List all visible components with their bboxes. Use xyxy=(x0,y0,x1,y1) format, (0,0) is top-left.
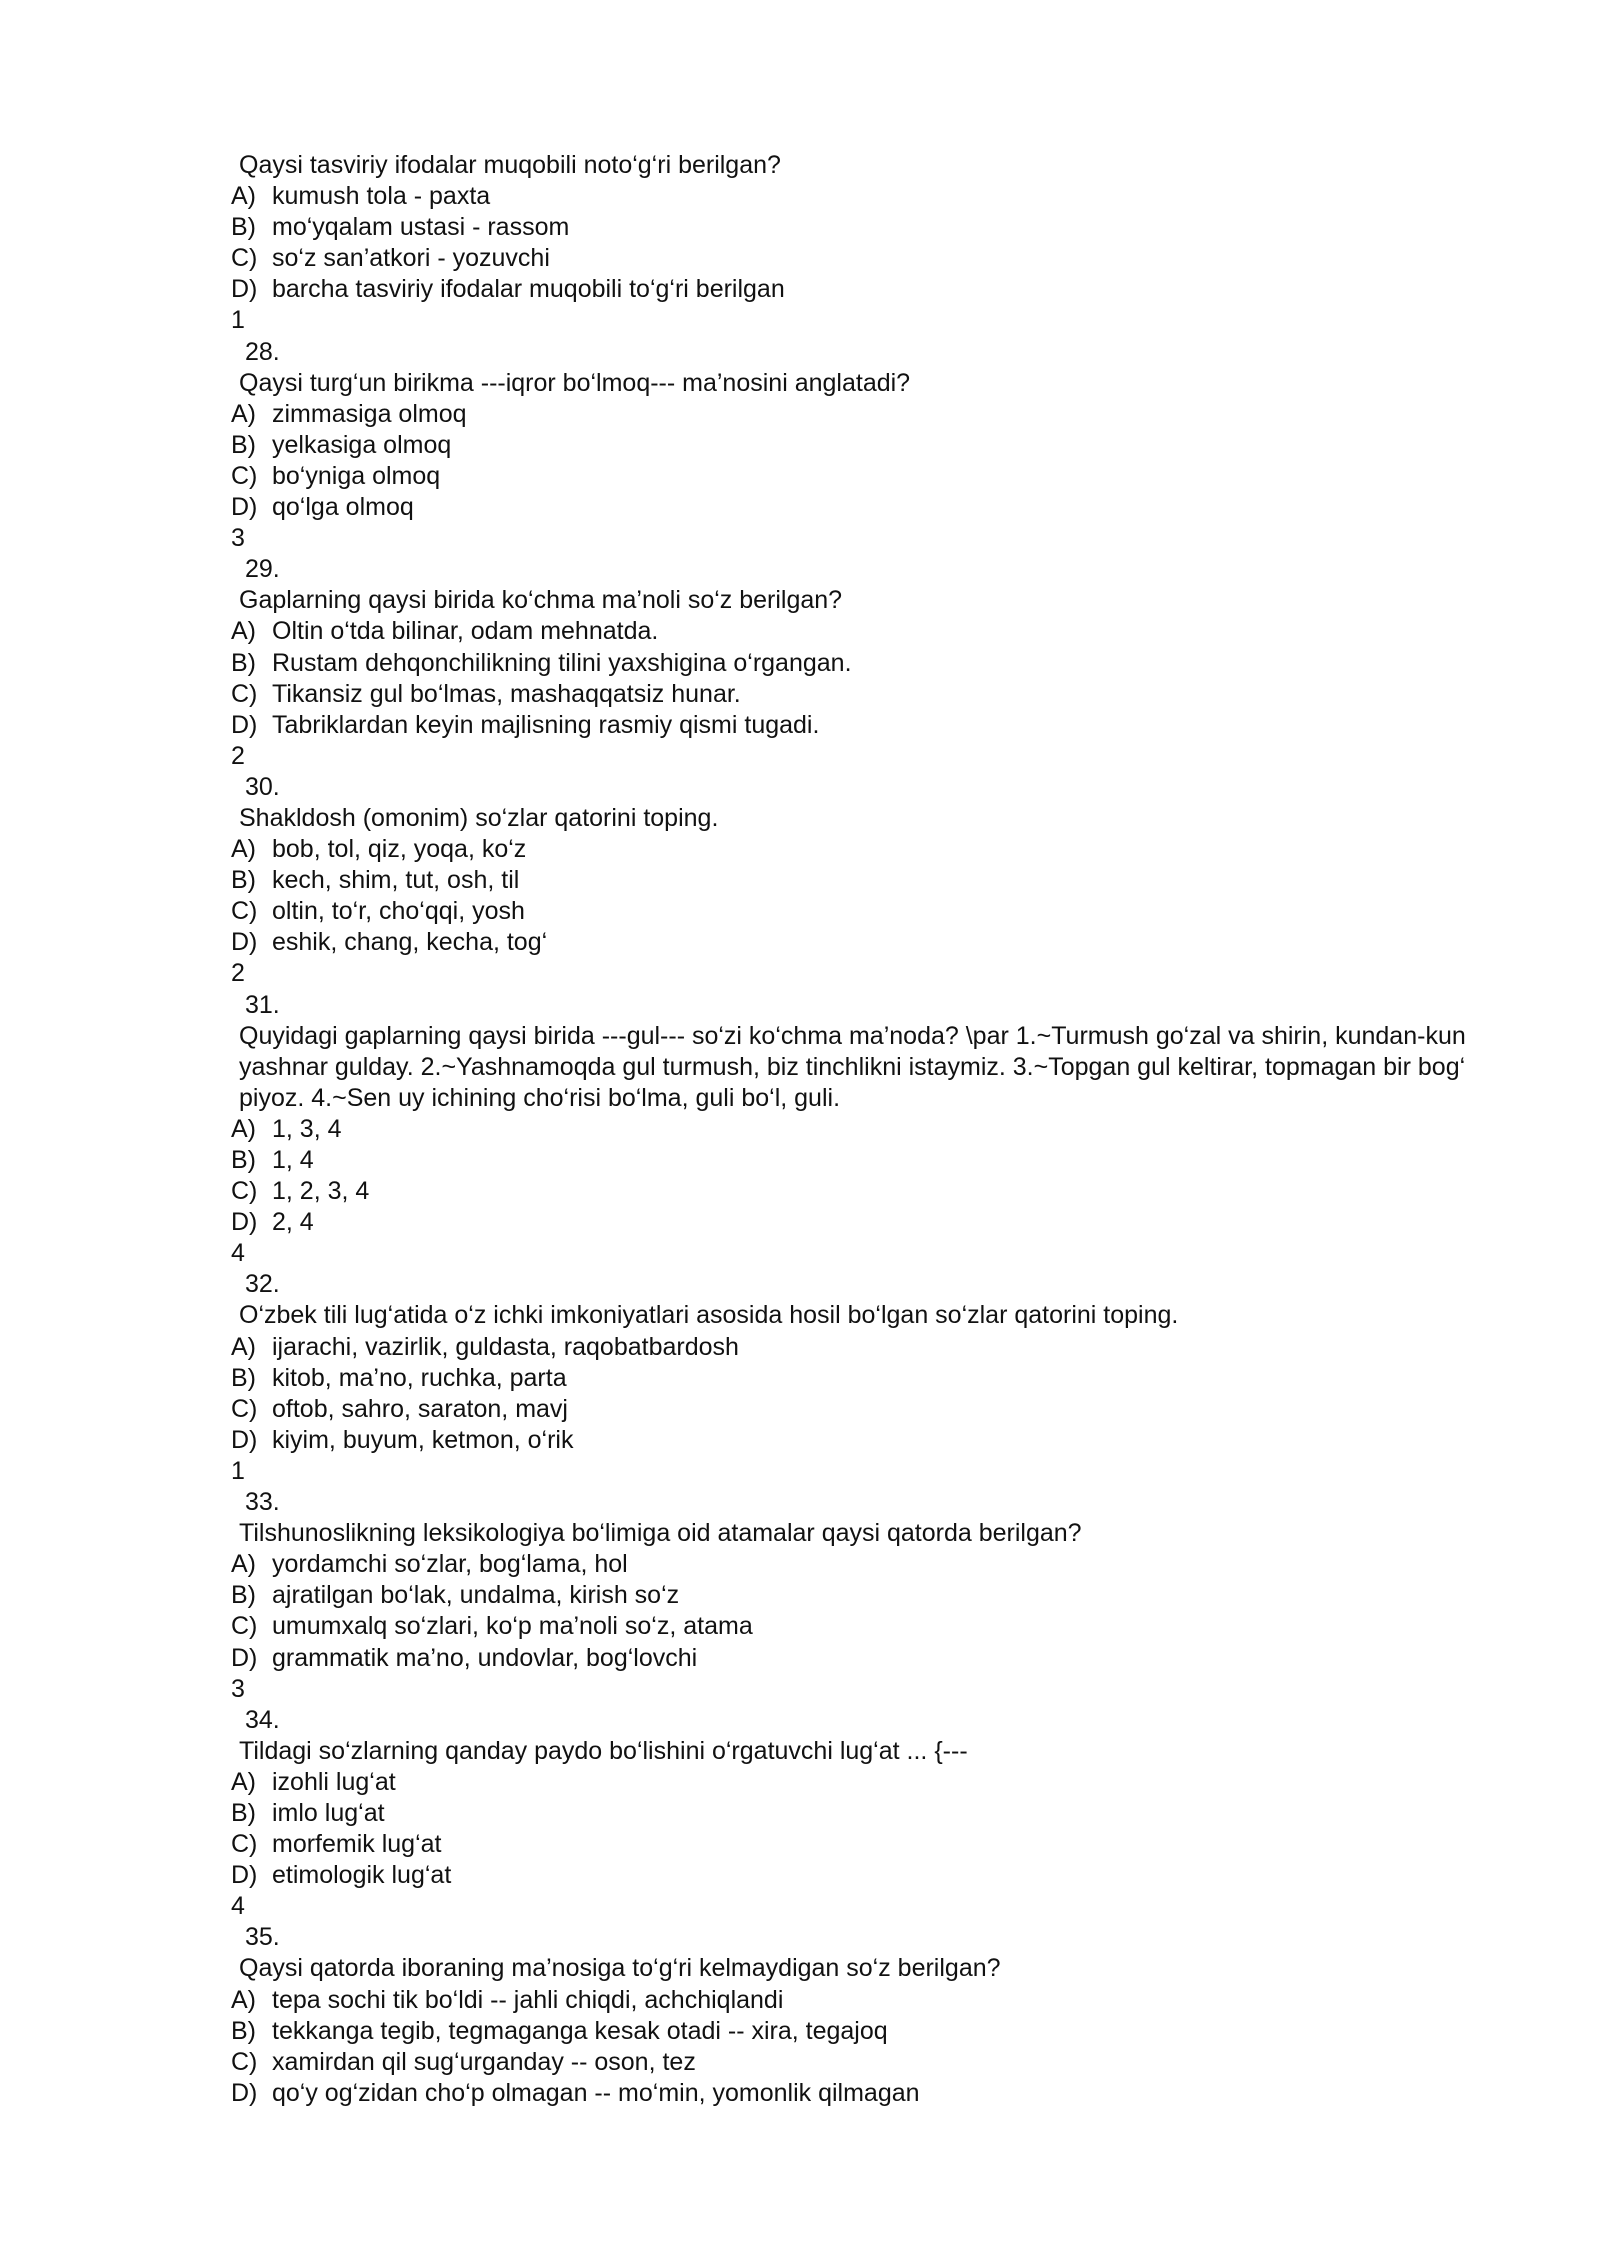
answer-option xyxy=(231,1985,1521,2016)
option-text: 1, 3, 4 xyxy=(272,1114,342,1143)
option-text: morfemik lug‘at xyxy=(272,1830,442,1859)
test-page xyxy=(231,150,1521,2109)
option-letter: D) xyxy=(231,493,258,522)
answer-option xyxy=(231,492,1521,523)
answer-option xyxy=(231,710,1521,741)
option-text: kitob, ma’no, ruchka, parta xyxy=(272,1363,567,1392)
option-text: umumxalq so‘zlari, ko‘p ma’noli so‘z, atama xyxy=(272,1612,753,1641)
answer-option xyxy=(231,1114,1521,1145)
question-text: Qaysi turg‘un birikma ---iqror bo‘lmoq--- ma’nosini anglatadi? xyxy=(239,368,911,397)
question-block xyxy=(231,772,1521,990)
option-letter: C) xyxy=(231,2047,258,2076)
answer-option xyxy=(231,679,1521,710)
answer-option xyxy=(231,1332,1521,1363)
option-text: grammatik ma’no, undovlar, bog‘lovchi xyxy=(272,1643,698,1672)
question-block xyxy=(231,150,1521,337)
answer-option xyxy=(231,896,1521,927)
answer-option xyxy=(231,865,1521,896)
option-letter: D) xyxy=(231,1643,258,1672)
question-number: 32. xyxy=(245,1270,280,1299)
option-letter: A) xyxy=(231,182,256,211)
question-number: 31. xyxy=(245,990,280,1019)
answer-option xyxy=(231,181,1521,212)
option-letter: D) xyxy=(231,1208,258,1237)
option-letter: C) xyxy=(231,1830,258,1859)
option-text: mo‘yqalam ustasi - rassom xyxy=(272,213,570,242)
question-text: Gaplarning qaysi birida ko‘chma ma’noli so‘z berilgan? xyxy=(239,586,843,615)
option-letter: D) xyxy=(231,2078,258,2107)
answer-key: 1 xyxy=(231,306,245,335)
answer-key: 4 xyxy=(231,1239,245,1268)
option-text: 1, 2, 3, 4 xyxy=(272,1177,370,1206)
option-text: kiyim, buyum, ketmon, o‘rik xyxy=(272,1425,574,1454)
question-number: 33. xyxy=(245,1488,280,1517)
question-block xyxy=(231,1922,1521,2109)
answer-option xyxy=(231,2016,1521,2047)
answer-option xyxy=(231,1860,1521,1891)
question-text: Quyidagi gaplarning qaysi birida ---gul--- so‘zi ko‘chma ma’noda? \par 1.~Turmush go‘zal va shirin, kundan-kun yashnar gulday. 2.~Yashnamoqda gul turmush, biz tinchlikni istaymiz. 3.~Topgan gul keltirar, topmagan bir bog‘ piyoz. 4.~Sen uy ichining cho‘risi bo‘lma, guli bo‘l, guli. xyxy=(239,1021,1466,1112)
question-number: 28. xyxy=(245,337,280,366)
option-letter: A) xyxy=(231,1332,256,1361)
option-text: 2, 4 xyxy=(272,1208,314,1237)
answer-option xyxy=(231,243,1521,274)
question-number: 34. xyxy=(245,1705,280,1734)
option-text: qo‘y og‘zidan cho‘p olmagan -- mo‘min, yomonlik qilmagan xyxy=(272,2078,920,2107)
option-letter: A) xyxy=(231,835,256,864)
option-letter: B) xyxy=(231,1581,256,1610)
answer-option xyxy=(231,212,1521,243)
answer-option xyxy=(231,1580,1521,1611)
option-letter: D) xyxy=(231,1861,258,1890)
question-text: Tilshunoslikning leksikologiya bo‘limiga oid atamalar qaysi qatorda berilgan? xyxy=(239,1519,1082,1548)
answer-option xyxy=(231,430,1521,461)
option-letter: A) xyxy=(231,617,256,646)
option-text: kumush tola - paxta xyxy=(272,182,491,211)
answer-key: 2 xyxy=(231,741,245,770)
answer-option xyxy=(231,1145,1521,1176)
answer-option xyxy=(231,1767,1521,1798)
option-text: eshik, chang, kecha, tog‘ xyxy=(272,928,548,957)
option-letter: C) xyxy=(231,679,258,708)
answer-option xyxy=(231,1207,1521,1238)
answer-option xyxy=(231,1798,1521,1829)
option-letter: C) xyxy=(231,244,258,273)
option-text: bo‘yniga olmoq xyxy=(272,461,441,490)
option-letter: C) xyxy=(231,897,258,926)
option-letter: B) xyxy=(231,2016,256,2045)
question-block xyxy=(231,990,1521,1270)
option-text: Tikansiz gul bo‘lmas, mashaqqatsiz hunar. xyxy=(272,679,741,708)
answer-option xyxy=(231,1829,1521,1860)
option-letter: B) xyxy=(231,648,256,677)
option-text: qo‘lga olmoq xyxy=(272,493,414,522)
option-letter: C) xyxy=(231,1394,258,1423)
answer-option xyxy=(231,834,1521,865)
option-letter: B) xyxy=(231,430,256,459)
option-letter: C) xyxy=(231,1177,258,1206)
option-text: imlo lug‘at xyxy=(272,1798,385,1827)
answer-option xyxy=(231,399,1521,430)
option-text: izohli lug‘at xyxy=(272,1767,396,1796)
option-text: oltin, to‘r, cho‘qqi, yosh xyxy=(272,897,525,926)
option-text: Tabriklardan keyin majlisning rasmiy qismi tugadi. xyxy=(272,710,820,739)
answer-option xyxy=(231,274,1521,305)
option-letter: B) xyxy=(231,213,256,242)
option-text: barcha tasviriy ifodalar muqobili to‘g‘ri berilgan xyxy=(272,275,785,304)
question-text: O‘zbek tili lug‘atida o‘z ichki imkoniyatlari asosida hosil bo‘lgan so‘zlar qatorini toping. xyxy=(239,1301,1179,1330)
option-letter: D) xyxy=(231,1425,258,1454)
answer-option xyxy=(231,1425,1521,1456)
option-letter: B) xyxy=(231,866,256,895)
answer-option xyxy=(231,1176,1521,1207)
option-text: Oltin o‘tda bilinar, odam mehnatda. xyxy=(272,617,659,646)
option-letter: C) xyxy=(231,461,258,490)
option-letter: B) xyxy=(231,1363,256,1392)
option-text: ajratilgan bo‘lak, undalma, kirish so‘z xyxy=(272,1581,680,1610)
answer-option xyxy=(231,648,1521,679)
option-letter: A) xyxy=(231,1550,256,1579)
option-letter: D) xyxy=(231,710,258,739)
question-block xyxy=(231,1269,1521,1487)
option-text: xamirdan qil sug‘urganday -- oson, tez xyxy=(272,2047,696,2076)
option-letter: D) xyxy=(231,928,258,957)
question-block xyxy=(231,1487,1521,1705)
answer-option xyxy=(231,1549,1521,1580)
option-letter: B) xyxy=(231,1146,256,1174)
option-text: oftob, sahro, saraton, mavj xyxy=(272,1394,568,1423)
question-text: Shakldosh (omonim) so‘zlar qatorini toping. xyxy=(239,803,719,832)
option-letter: D) xyxy=(231,275,258,304)
answer-key: 3 xyxy=(231,524,245,553)
answer-key: 3 xyxy=(231,1674,245,1703)
option-text: so‘z san’atkori - yozuvchi xyxy=(272,244,550,273)
question-text: Qaysi qatorda iboraning ma’nosiga to‘g‘ri kelmaydigan so‘z berilgan? xyxy=(239,1954,1001,1983)
option-letter: C) xyxy=(231,1612,258,1641)
question-number: 30. xyxy=(245,772,280,801)
answer-option xyxy=(231,2047,1521,2078)
answer-option xyxy=(231,927,1521,958)
option-text: Rustam dehqonchilikning tilini yaxshigina o‘rgangan. xyxy=(272,648,852,677)
option-text: yelkasiga olmoq xyxy=(272,430,452,459)
option-text: tepa sochi tik bo‘ldi -- jahli chiqdi, achchiqlandi xyxy=(272,1985,784,2014)
answer-key: 4 xyxy=(231,1892,245,1921)
option-text: tekkanga tegib, tegmaganga kesak otadi -- xira, tegajoq xyxy=(272,2016,888,2045)
question-block xyxy=(231,554,1521,772)
option-text: etimologik lug‘at xyxy=(272,1861,452,1890)
answer-option xyxy=(231,1611,1521,1642)
answer-option xyxy=(231,1363,1521,1394)
question-block xyxy=(231,1705,1521,1923)
question-number: 29. xyxy=(245,555,280,584)
question-block xyxy=(231,337,1521,555)
option-letter: A) xyxy=(231,1985,256,2014)
answer-option xyxy=(231,1643,1521,1674)
answer-option xyxy=(231,2078,1521,2109)
answer-key: 2 xyxy=(231,959,245,988)
answer-option xyxy=(231,461,1521,492)
option-letter: A) xyxy=(231,1114,256,1143)
option-text: bob, tol, qiz, yoqa, ko‘z xyxy=(272,835,527,864)
question-text: Tildagi so‘zlarning qanday paydo bo‘lishini o‘rgatuvchi lug‘at ... {--- xyxy=(239,1736,968,1765)
option-letter: B) xyxy=(231,1798,256,1827)
option-text: ijarachi, vazirlik, guldasta, raqobatbardosh xyxy=(272,1332,739,1361)
answer-option xyxy=(231,616,1521,647)
option-text: kech, shim, tut, osh, til xyxy=(272,866,520,895)
option-text: zimmasiga olmoq xyxy=(272,399,467,428)
answer-option xyxy=(231,1394,1521,1425)
option-letter: A) xyxy=(231,1767,256,1796)
answer-key: 1 xyxy=(231,1456,245,1485)
question-number: 35. xyxy=(245,1923,280,1952)
option-text: yordamchi so‘zlar, bog‘lama, hol xyxy=(272,1550,628,1579)
question-text: Qaysi tasviriy ifodalar muqobili noto‘g‘ri berilgan? xyxy=(239,151,781,179)
option-letter: A) xyxy=(231,399,256,428)
option-text: 1, 4 xyxy=(272,1146,314,1174)
